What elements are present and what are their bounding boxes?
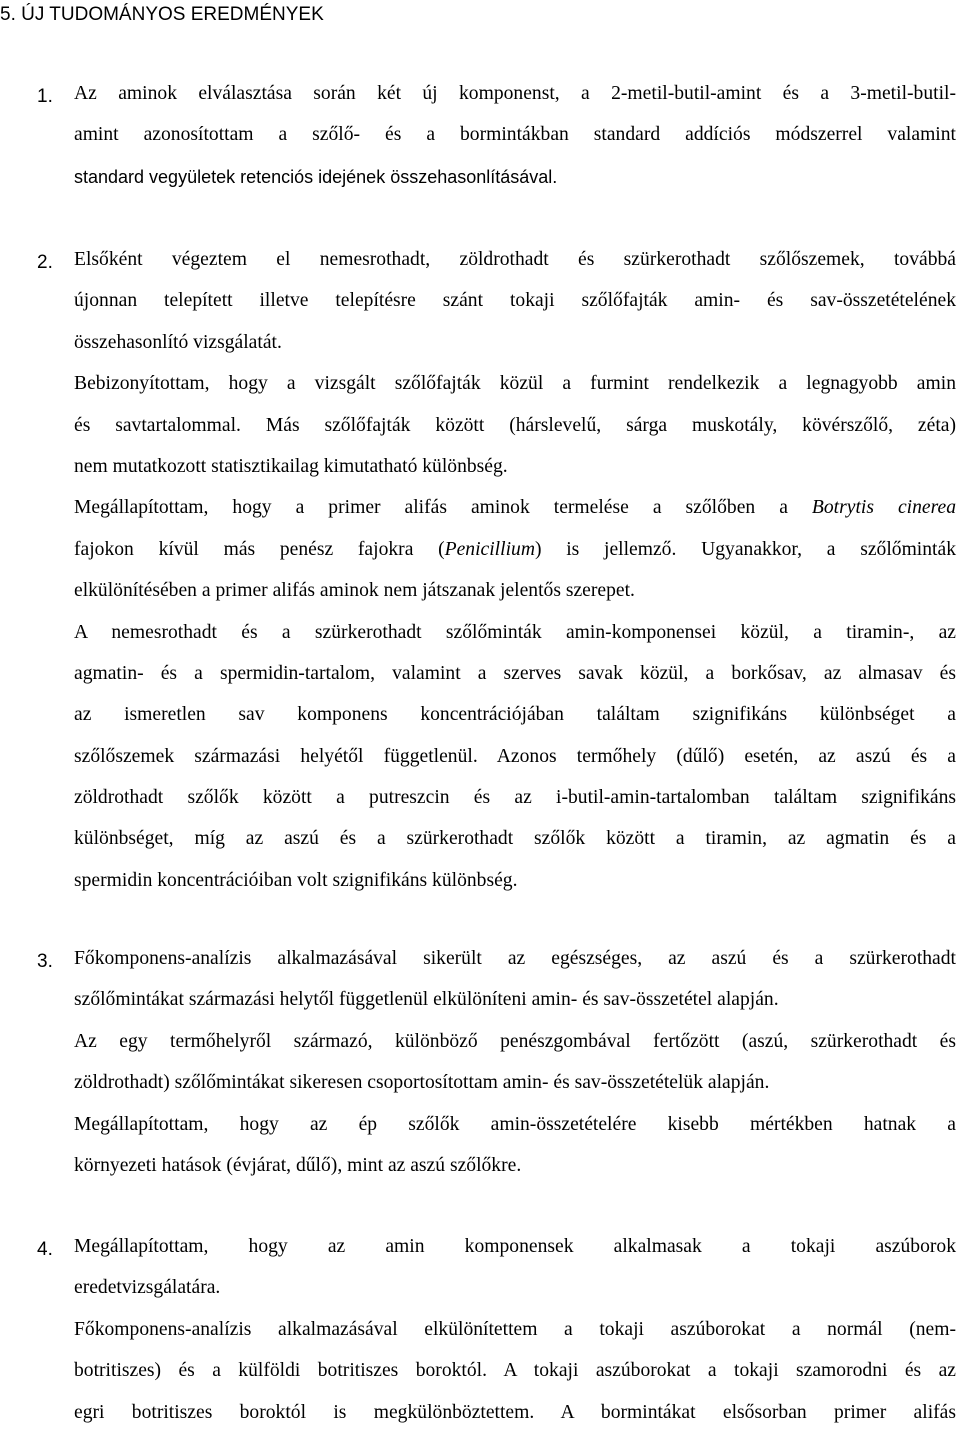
item-body [74, 1231, 956, 1438]
text-run: fajokon kívül más penész fajokra ( [74, 538, 445, 560]
text-line: az ismeretlen sav komponens koncentrációjában találtam szignifikáns különbséget a [74, 704, 956, 726]
text-line: Főkomponens-analízis alkalmazásával elkülönítettem a tokaji aszúborokat a normál (nem- [74, 1318, 956, 1340]
text-line: elkülönítésében a primer alifás aminok nem játszanak jelentős szerepet. [74, 580, 635, 602]
section-heading: 5. ÚJ TUDOMÁNYOS EREDMÉNYEK [0, 4, 324, 25]
item-number: 1. [37, 86, 53, 107]
text-run: ) is jellemző. Ugyanakkor, a szőlőminták [534, 538, 956, 560]
text-run: Megállapítottam, hogy a primer alifás aminok termelése a szőlőben a [74, 497, 788, 519]
text-line: különbséget, míg az aszú és a szürkerothadt szőlők között a tiramin, az agmatin és a [74, 828, 956, 850]
text-line: környezeti hatások (évjárat, dűlő), mint az aszú szőlőkre. [74, 1154, 522, 1176]
text-line: Megállapítottam, hogy az ép szőlők amin-összetételére kisebb mértékben hatnak a [74, 1113, 956, 1135]
item-body [74, 244, 956, 906]
text-line: és savtartalommal. Más szőlőfajták között (hárslevelű, sárga muskotály, kövérszőlő, zéta) [74, 414, 956, 436]
text-line: Főkomponens-analízis alkalmazásával sikerült az egészséges, az aszú és a szürkerothadt [74, 948, 956, 969]
text-line: Megállapítottam, hogy az amin komponensek alkalmasak a tokaji aszúborok [74, 1236, 956, 1257]
text-line: amint azonosítottam a szőlő- és a bormintákban standard addíciós módszerrel valamint [74, 124, 956, 146]
text-line: spermidin koncentrációiban volt szignifikáns különbség. [74, 869, 518, 891]
item-body [74, 78, 956, 202]
species-name: Botrytis cinerea [811, 497, 956, 519]
text-line-mixed [74, 534, 956, 575]
text-line: zöldrothadt szőlők között a putreszcin és az i-butil-amin-tartalomban találtam szignifikáns [74, 787, 956, 809]
text-line: összehasonlító vizsgálatát. [74, 331, 282, 353]
text-line: botritiszes) és a külföldi botritiszes boroktól. A tokaji aszúborokat a tokaji szamorodni és az [74, 1360, 956, 1382]
text-line: Elsőként végeztem el nemesrothadt, zöldrothadt és szürkerothadt szőlőszemek, továbbá [74, 249, 956, 270]
item-body [74, 943, 956, 1191]
text-line: Bebizonyítottam, hogy a vizsgált szőlőfajták közül a furmint rendelkezik a legnagyobb amin [74, 373, 956, 395]
genus-name: Penicillium [444, 538, 535, 560]
text-line: standard vegyületek retenciós idejének összehasonlításával. [74, 166, 558, 187]
text-line: Az aminok elválasztása során két új komponenst, a 2-metil-butil-amint és a 3-metil-butil- [74, 83, 956, 104]
item-number: 3. [37, 951, 53, 972]
text-line: újonnan telepített illetve telepítésre szánt tokaji szőlőfajták amin- és sav-összetételének [74, 290, 956, 312]
text-line: zöldrothadt) szőlőmintákat sikeresen csoportosítottam amin- és sav-összetételük alapján. [74, 1072, 770, 1094]
item-number: 2. [37, 252, 53, 273]
text-line: eredetvizsgálatára. [74, 1277, 221, 1299]
text-line: nem mutatkozott statisztikailag kimutatható különbség. [74, 455, 508, 477]
text-line: Az egy termőhelyről származó, különböző penészgombával fertőzött (aszú, szürkerothadt és [74, 1030, 956, 1052]
text-line-mixed [74, 492, 956, 533]
text-line: A nemesrothadt és a szürkerothadt szőlőminták amin-komponensei közül, a tiramin-, az [74, 621, 956, 643]
text-line: agmatin- és a spermidin-tartalom, valamint a szerves savak közül, a borkősav, az almasav és [74, 662, 956, 684]
text-line: egri botritiszes boroktól is megkülönböztettem. A bormintákat elsősorban primer alifás [74, 1401, 956, 1423]
text-line: szőlőszemek származási helyétől függetlenül. Azonos termőhely (dűlő) esetén, az aszú és a [74, 745, 956, 767]
text-line: szőlőmintákat származási helytől függetlenül elkülöníteni amin- és sav-összetétel alapján. [74, 989, 779, 1011]
item-number: 4. [37, 1239, 53, 1260]
